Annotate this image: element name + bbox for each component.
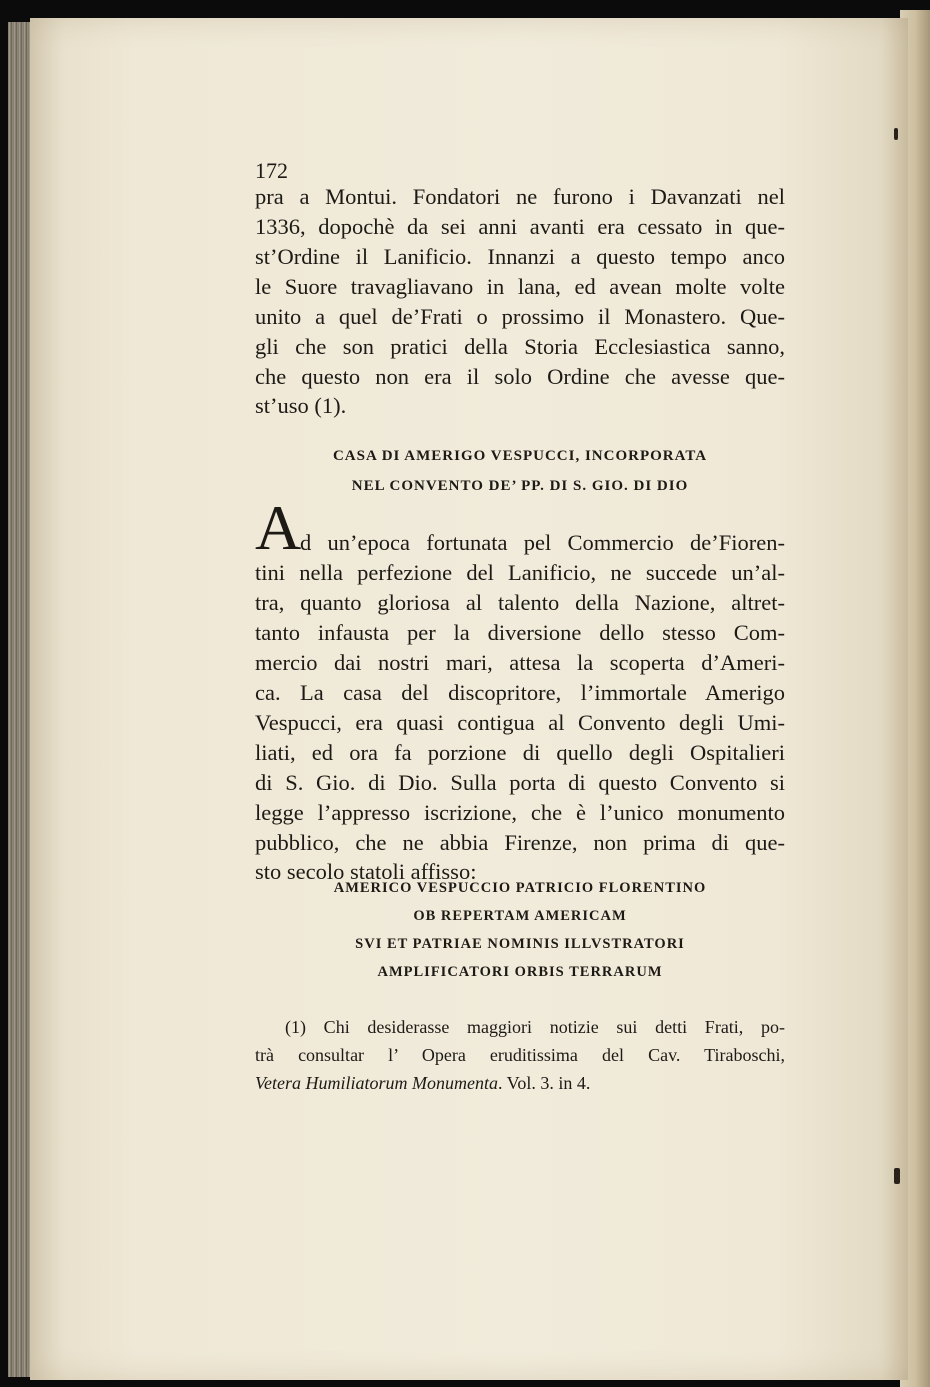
footnote-line: trà consultar l’ Opera eruditissima del Cav. Tiraboschi, [255, 1045, 785, 1065]
text-line: tra, quanto gloriosa al talento della Nazione, altret- [255, 590, 785, 615]
inscription-line: AMPLIFICATORI ORBIS TERRARUM [377, 964, 663, 980]
footnote-line: (1) Chi desiderasse maggiori notizie sui detti Frati, po- [285, 1017, 785, 1037]
text-line: di S. Gio. di Dio. Sulla porta di questo Convento si [255, 770, 785, 795]
text-line: che questo non era il solo Ordine che avesse que- [255, 364, 785, 389]
text-line: Vespucci, era quasi contigua al Convento degli Umi- [255, 710, 785, 735]
text-line: tini nella perfezione del Lanificio, ne succede un’al- [255, 560, 785, 585]
text-line: 1336, dopochè da sei anni avanti era cessato in que- [255, 214, 785, 239]
text-line: st’uso (1). [255, 393, 347, 418]
text-line: legge l’appresso iscrizione, che è l’unico monumento [255, 800, 785, 825]
text-line: liati, ed ora fa porzione di quello degli Ospitalieri [255, 740, 785, 765]
text-line: sto secolo statoli affisso: [255, 859, 477, 884]
drop-cap: A [255, 492, 302, 563]
text-line: d un’epoca fortunata pel Commercio de’Fioren- [300, 530, 785, 555]
text-line: st’Ordine il Lanificio. Innanzi a questo tempo anco [255, 244, 785, 269]
text-line: pubblico, che ne abbia Firenze, non prima di que- [255, 830, 785, 855]
footnote-citation: . Vol. 3. in 4. [497, 1073, 591, 1093]
section-heading-line2: NEL CONVENTO DE’ PP. DI S. GIO. DI DIO [351, 478, 689, 494]
inscription-line: AMERICO VESPUCCIO PATRICIO FLORENTINO [333, 880, 707, 896]
text-line: tanto infausta per la diversione dello stesso Com- [255, 620, 785, 645]
text-line: pra a Montui. Fondatori ne furono i Davanzati nel [255, 184, 785, 209]
text-line: mercio dai nostri mari, attesa la scoperta d’Ameri- [255, 650, 785, 675]
page-number: 172 [255, 158, 288, 183]
inscription-line: OB REPERTAM AMERICAM [413, 908, 627, 924]
section-heading-line1: CASA DI AMERIGO VESPUCCI, INCORPORATA [332, 448, 708, 464]
text-line: le Suore travagliavano in lana, ed avean molte volte [255, 274, 785, 299]
text-line: ca. La casa del discopritore, l’immortale Amerigo [255, 680, 785, 705]
text-line: gli che son pratici della Storia Ecclesiastica sanno, [255, 334, 785, 359]
paper-speck [894, 1168, 900, 1184]
footnote-work-title: Vetera Humiliatorum Monumenta [255, 1073, 498, 1093]
inscription-line: SVI ET PATRIAE NOMINIS ILLVSTRATORI [355, 936, 685, 952]
paper-speck [894, 128, 898, 140]
text-line: unito a quel de’Frati o prossimo il Monastero. Que- [255, 304, 785, 329]
footnote-line [255, 1069, 785, 1097]
